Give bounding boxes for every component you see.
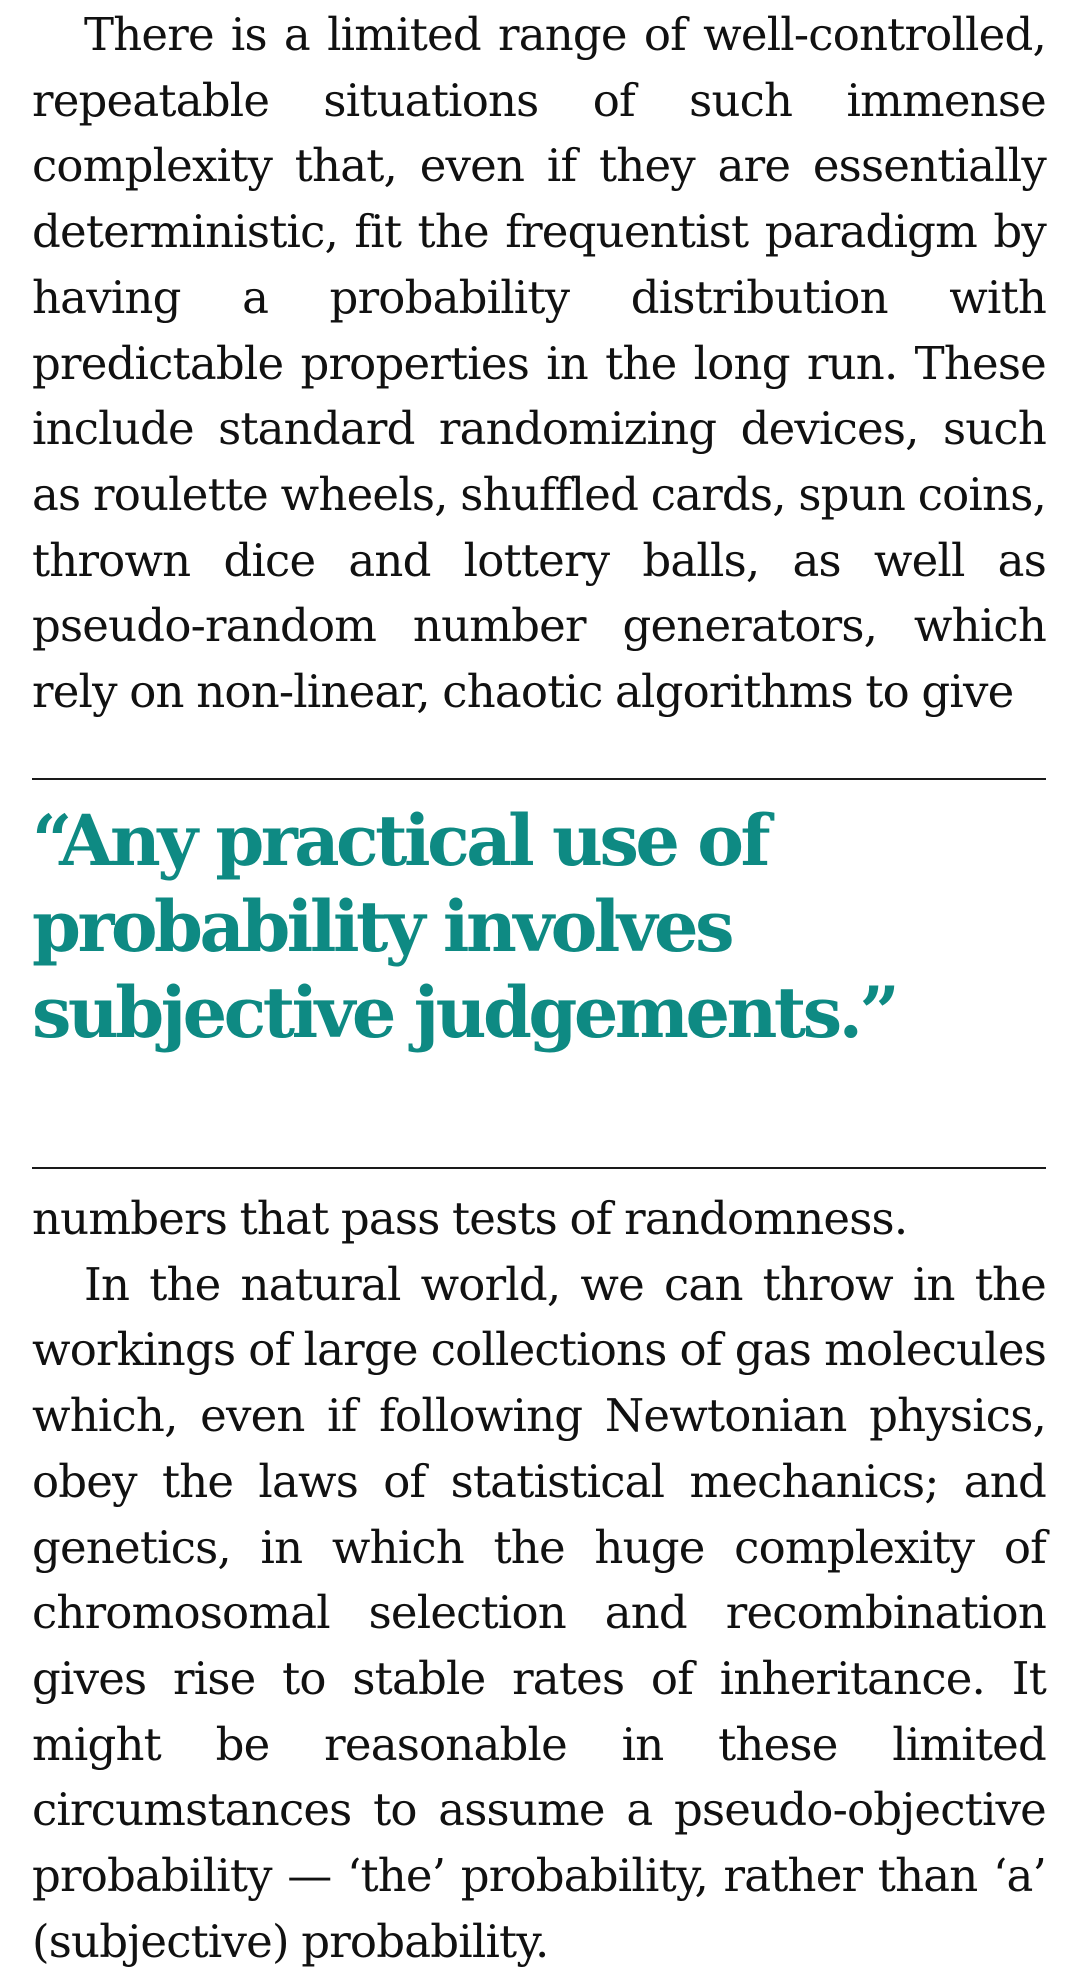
pull-quote: “Any practical use of probability involves subjective judgements.” xyxy=(32,799,897,1054)
paragraph-natural-world: In the natural world, we can throw in the workings of large collections of gas molecules which, even if following Newtonian physics, obey the laws of statistical mechanics; and genetics, in which the huge complexity of chromosomal selection and recombination gives rise to stable rates of inheritance. It might be reasonable in these limited circumstances to assume a pseudo-objective probability — ‘the’ probability, rather than ‘a’ (subjective) probability. xyxy=(32,1257,1046,1968)
article-body-continued xyxy=(32,1186,1046,1974)
paragraph-continuation: numbers that pass tests of randomness. xyxy=(32,1192,908,1245)
paragraph-frequentist-situations: There is a limited range of well-controlled, repeatable situations of such immense complexity that, even if they are essentially deterministic, fit the frequentist paradigm by having a probability distribution with predictable properties in the long run. These include standard randomizing devices, such as roulette wheels, shuffled cards, spun coins, thrown dice and lottery balls, as well as pseudo-random number generators, which rely on non-linear, chaotic algorithms to give xyxy=(32,8,1046,719)
pull-quote-top-rule xyxy=(32,778,1046,780)
pull-quote-bottom-rule xyxy=(32,1167,1046,1169)
